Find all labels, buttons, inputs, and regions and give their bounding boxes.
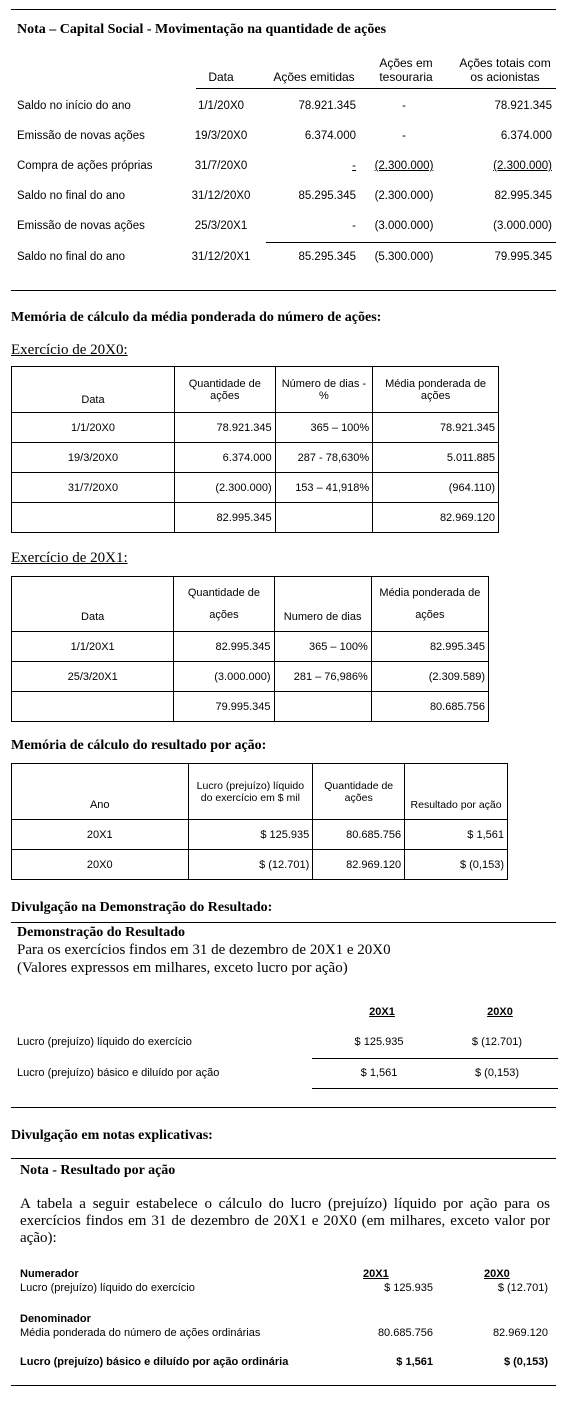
row-label: Compra de ações próprias: [17, 160, 153, 172]
row-label: Saldo no final do ano: [17, 190, 126, 202]
row-acoes-emitidas: 78.921.345: [298, 100, 356, 112]
row-acoes-totais: 79.995.345: [494, 251, 552, 263]
notas-section-title: Divulgação em notas explicativas:: [11, 1128, 213, 1143]
row-acoes-emitidas: -: [352, 160, 356, 172]
col-header-ano: Ano: [12, 764, 189, 820]
table-cell: 80.685.756: [313, 820, 405, 850]
dre-row-lucro-v2: $ (12.701): [471, 1036, 523, 1048]
table-row: [12, 413, 499, 443]
dre-rule-bottom: [312, 1088, 558, 1089]
table-row: [12, 820, 508, 850]
row-acoes-emitidas: -: [352, 220, 356, 232]
den-row-v2: 82.969.120: [492, 1327, 548, 1339]
table-cell: 1/1/20X0: [12, 413, 175, 443]
nota1-title: Nota – Capital Social - Movimentação na quantidade de ações: [17, 22, 387, 37]
nota1-row: [0, 220, 577, 240]
header-underline: [196, 88, 556, 89]
dre-rule-top: [11, 922, 556, 923]
denominador-label: Denominador: [20, 1313, 91, 1325]
table-cell: [274, 692, 371, 722]
row-acoes-tesouraria: (5.300.000): [374, 251, 434, 263]
notas-rule-bottom: [11, 1385, 556, 1386]
lpa-row-v2: $ (0,153): [503, 1356, 548, 1368]
row-acoes-emitidas: 85.295.345: [298, 251, 356, 263]
row-acoes-tesouraria: -: [402, 130, 406, 142]
notas-col1: 20X1: [363, 1268, 389, 1280]
row-label: Saldo no final do ano: [17, 251, 126, 263]
row-acoes-tesouraria: (2.300.000): [374, 160, 434, 172]
row-acoes-totais: 82.995.345: [494, 190, 552, 202]
row-acoes-emitidas: 85.295.345: [298, 190, 356, 202]
row-acoes-totais: 6.374.000: [500, 130, 552, 142]
dre-rule-mid: [312, 1058, 558, 1059]
table-cell: 6.374.000: [175, 443, 276, 473]
den-row-v1: 80.685.756: [377, 1327, 433, 1339]
col-header-data: Data: [12, 367, 175, 413]
table-row: [12, 632, 489, 662]
table-cell: 287 - 78,630%: [275, 443, 373, 473]
col-header-media: Média ponderada de ações: [371, 577, 488, 632]
table-row: [12, 473, 499, 503]
table-cell: 365 – 100%: [275, 413, 373, 443]
dre-row-lpa-v2: $ (0,153): [474, 1067, 520, 1079]
table-cell: 78.921.345: [175, 413, 276, 443]
dre-rule-end: [11, 1107, 556, 1108]
table-cell: (964.110): [373, 473, 499, 503]
col-header-quantidade: Quantidade de ações: [175, 367, 276, 413]
row-acoes-emitidas: 6.374.000: [304, 130, 356, 142]
col-header-lucro: Lucro (prejuízo) líquido do exercício em $ mil: [188, 764, 313, 820]
table-cell: 1/1/20X1: [12, 632, 174, 662]
num-row-label: Lucro (prejuízo) líquido do exercício: [20, 1282, 195, 1294]
table-cell: 20X1: [12, 820, 189, 850]
col-header-media: Média ponderada de ações: [373, 367, 499, 413]
num-row-v1: $ 125.935: [384, 1282, 433, 1294]
table-row: [12, 443, 499, 473]
memoria-media-title: Memória de cálculo da média ponderada do número de ações:: [11, 310, 382, 325]
table-cell: (3.000.000): [174, 662, 274, 692]
table-row: [12, 662, 489, 692]
dre-row-lpa-v1: $ 1,561: [360, 1067, 398, 1079]
numerador-label: Numerador: [20, 1268, 79, 1280]
dre-row-lpa-label: Lucro (prejuízo) básico e diluído por ação: [17, 1067, 220, 1079]
table-cell: $ 125.935: [188, 820, 313, 850]
table-cell: 82.995.345: [175, 503, 276, 533]
header-acoes-tesouraria: Ações em tesouraria: [379, 56, 433, 84]
header-acoes-emitidas: Ações emitidas: [273, 70, 355, 84]
table-cell: 19/3/20X0: [12, 443, 175, 473]
row-acoes-totais: (3.000.000): [493, 220, 552, 232]
row-data: 25/3/20X1: [194, 220, 248, 232]
row-data: 1/1/20X0: [197, 100, 245, 112]
table-cell: (2.309.589): [371, 662, 488, 692]
table-cell: (2.300.000): [175, 473, 276, 503]
row-data: 19/3/20X0: [194, 130, 248, 142]
table-cell: 80.685.756: [371, 692, 488, 722]
dre-col2: 20X0: [487, 1006, 513, 1018]
table-cell: 78.921.345: [373, 413, 499, 443]
nota1-row: [0, 251, 577, 271]
nota1-rule-mid: [266, 242, 556, 243]
table-cell: [12, 503, 175, 533]
table-cell: 20X0: [12, 850, 189, 880]
table-cell: 31/7/20X0: [12, 473, 175, 503]
dre-row-lucro-label: Lucro (prejuízo) líquido do exercício: [17, 1036, 192, 1048]
row-acoes-totais: (2.300.000): [493, 160, 552, 172]
dre-subtitle: Demonstração do Resultado: [17, 925, 185, 940]
table-cell: $ (12.701): [188, 850, 313, 880]
table-cell: 25/3/20X1: [12, 662, 174, 692]
notas-rule-top: [11, 1158, 556, 1159]
table-row: [12, 692, 489, 722]
table-cell: 82.995.345: [371, 632, 488, 662]
num-row-v2: $ (12.701): [497, 1282, 548, 1294]
row-data: 31/12/20X1: [191, 251, 251, 263]
dre-line1: Para os exercícios findos em 31 de dezembro de 20X1 e 20X0: [17, 942, 391, 958]
col-header-dias: Número de dias - %: [275, 367, 373, 413]
row-acoes-totais: 78.921.345: [494, 100, 552, 112]
nota1-row: [0, 160, 577, 180]
ex20x1-title: Exercício de 20X1:: [11, 550, 128, 566]
memoria-resultado-title: Memória de cálculo do resultado por ação:: [11, 738, 267, 753]
table-cell: 365 – 100%: [274, 632, 371, 662]
table-cell: 281 – 76,986%: [274, 662, 371, 692]
lpa-row-v1: $ 1,561: [396, 1356, 433, 1368]
table-cell: 82.969.120: [373, 503, 499, 533]
dre-col1: 20X1: [369, 1006, 395, 1018]
table-cell: $ 1,561: [405, 820, 508, 850]
table-ex20x1: [11, 576, 489, 722]
dre-line2: (Valores expressos em milhares, exceto lucro por ação): [17, 960, 348, 976]
header-acoes-totais: Ações totais com os acionistas: [459, 56, 551, 84]
top-rule: [11, 9, 556, 10]
col-header-quantidade: Quantidade de ações: [313, 764, 405, 820]
notas-col2: 20X0: [484, 1268, 510, 1280]
table-row: [12, 850, 508, 880]
col-header-quantidade: Quantidade de ações: [174, 577, 274, 632]
notas-paragraph: A tabela a seguir estabelece o cálculo do lucro (prejuízo) líquido por ação para os exercícios findos em 31 de dezembro de 20X1 e 20X0 (em milhares, exceto valor por ação):: [20, 1196, 550, 1246]
row-acoes-tesouraria: -: [402, 100, 406, 112]
table-cell: [275, 503, 373, 533]
table-cell: $ (0,153): [405, 850, 508, 880]
table-cell: 79.995.345: [174, 692, 274, 722]
table-cell: 5.011.885: [373, 443, 499, 473]
nota1-rule-bottom: [11, 290, 556, 291]
table-cell: 153 – 41,918%: [275, 473, 373, 503]
row-label: Saldo no início do ano: [17, 100, 131, 112]
table-cell: 82.995.345: [174, 632, 274, 662]
dre-row-lucro-v1: $ 125.935: [354, 1036, 404, 1048]
row-label: Emissão de novas ações: [17, 130, 145, 142]
table-row: [12, 503, 499, 533]
notas-nota-title: Nota - Resultado por ação: [20, 1163, 176, 1178]
nota1-row: [0, 100, 577, 120]
table-ex20x0: [11, 366, 499, 533]
ex20x0-title: Exercício de 20X0:: [11, 342, 128, 358]
table-cell: 82.969.120: [313, 850, 405, 880]
lpa-row-label: Lucro (prejuízo) básico e diluído por ação ordinária: [20, 1356, 289, 1368]
col-header-resultado: Resultado por ação: [405, 764, 508, 820]
den-row-label: Média ponderada do número de ações ordinárias: [20, 1327, 261, 1339]
row-acoes-tesouraria: (2.300.000): [374, 190, 434, 202]
table-resultado: [11, 763, 508, 880]
nota1-row: [0, 190, 577, 210]
row-data: 31/12/20X0: [191, 190, 251, 202]
col-header-dias: Numero de dias: [274, 577, 371, 632]
table-cell: [12, 692, 174, 722]
row-data: 31/7/20X0: [194, 160, 248, 172]
row-label: Emissão de novas ações: [17, 220, 145, 232]
dre-section-title: Divulgação na Demonstração do Resultado:: [11, 900, 273, 915]
nota1-row: [0, 130, 577, 150]
row-acoes-tesouraria: (3.000.000): [374, 220, 434, 232]
header-data: Data: [208, 70, 234, 84]
col-header-data: Data: [12, 577, 174, 632]
